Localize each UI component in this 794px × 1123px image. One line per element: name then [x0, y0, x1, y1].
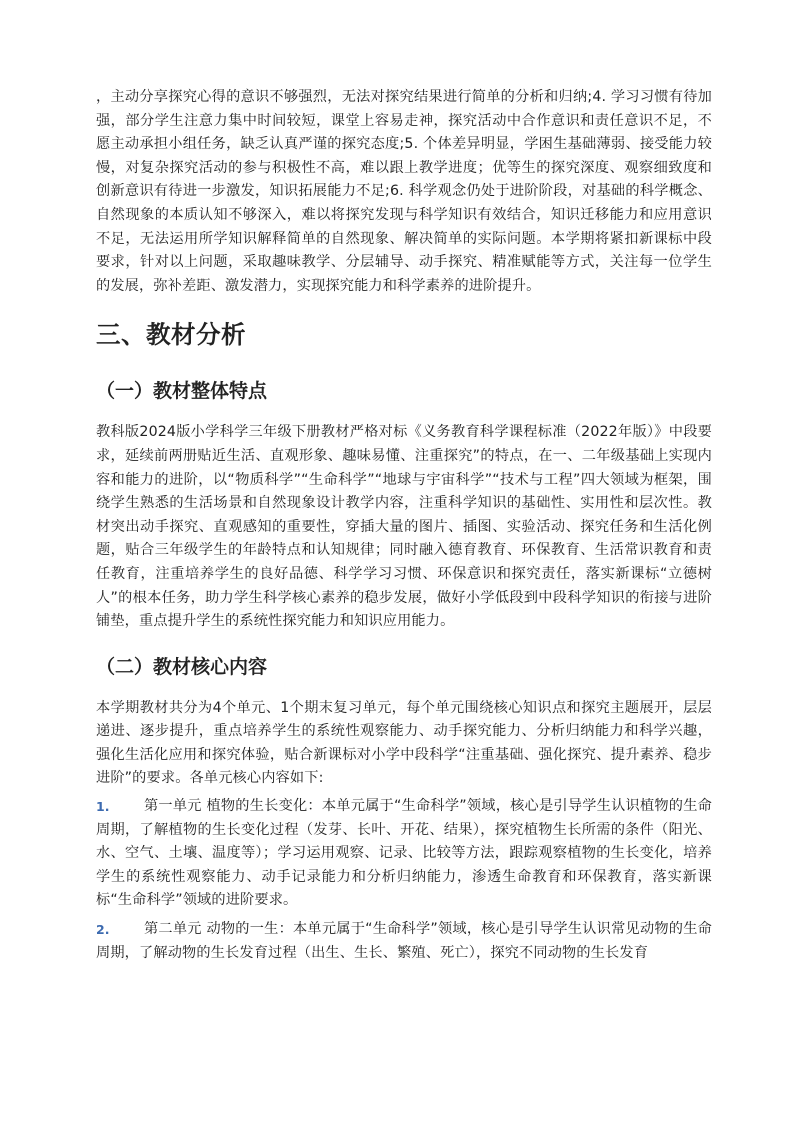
list-item-text: 第二单元 动物的一生：本单元属于“生命科学”领域，核心是引导学生认识常见动物的生命周期，了解动物的生长发育过程（出生、生长、繁殖、死亡），探究不同动物的生长发育: [96, 921, 712, 961]
subsection-heading-overall-features: （一）教材整体特点: [96, 380, 268, 403]
list-item: [96, 795, 712, 913]
subsection-heading-core-content: （二）教材核心内容: [96, 655, 268, 678]
list-number: 1.: [96, 799, 110, 815]
list-item: [96, 918, 712, 965]
list-number: 2.: [96, 922, 110, 938]
core-content-paragraph: 本学期教材共分为4个单元、1个期末复习单元，每个单元围绕核心知识点和探究主题展开，层层递进、逐步提升，重点培养学生的系统性观察能力、动手探究能力、分析归纳能力和科学兴趣，强化生活化应用和探究体验，贴合新课标对小学中段科学“注重基础、强化探究、提升素养、稳步进阶”的要求。各单元核心内容如下:: [96, 699, 712, 787]
intro-paragraph: ，主动分享探究心得的意识不够强烈，无法对探究结果进行简单的分析和归纳;4. 学习习惯有待加强，部分学生注意力集中时间较短，课堂上容易走神，探究活动中合作意识和责任意识不足，不愿主动承担小组任务，缺乏认真严谨的探究态度;5. 个体差异明显，学困生基础薄弱、接受能力较慢，对复杂探究活动的参与积极性不高，难以跟上教学进度；优等生的探究深度、观察细致度和创新意识有待进一步激发，知识拓展能力不足;6. 科学观念仍处于进阶阶段，对基础的科学概念、自然现象的本质认知不够深入，难以将探究发现与科学知识有效结合，知识迁移能力和应用意识不足，无法运用所学知识解释简单的自然现象、解决简单的实际问题。本学期将紧扣新课标中段要求，针对以上问题，采取趣味教学、分层辅导、动手探究、精准赋能等方式，关注每一位学生的发展，弥补差距、激发潜力，实现探究能力和科学素养的进阶提升。: [96, 89, 712, 294]
overall-features-paragraph: 教科版2024版小学科学三年级下册教材严格对标《义务教育科学课程标准（2022年版）》中段要求，延续前两册贴近生活、直观形象、趣味易懂、注重探究”的特点，在一、二年级基础上实现内容和能力的进阶，以“物质科学”“生命科学”“地球与宇宙科学”“技术与工程”四大领域为框架，围绕学生熟悉的生活场景和自然现象设计教学内容，注重科学知识的基础性、实用性和层次性。教材突出动手探究、直观感知的重要性，穿插大量的图片、插图、实验活动、探究任务和生活化例题，贴合三年级学生的年龄特点和认知规律；同时融入德育教育、环保教育、生活常识教育和责任教育，注重培养学生的良好品德、科学学习习惯、环保意识和探究责任，落实新课标“立德树人”的根本任务，助力学生科学核心素养的稳步发展，做好小学低段到中段科学知识的衔接与进阶铺垫，重点提升学生的系统性探究能力和知识应用能力。: [96, 424, 712, 630]
section-heading-textbook-analysis: 三、教材分析: [96, 320, 246, 350]
list-item-text: 第一单元 植物的生长变化：本单元属于“生命科学”领域，核心是引导学生认识植物的生命周期，了解植物的生长变化过程（发芽、长叶、开花、结果），探究植物生长所需的条件（阳光、水、空气、土壤、温度等）；学习运用观察、记录、比较等方法，跟踪观察植物的生长变化，培养学生的系统性观察能力、动手记录能力和分析归纳能力，渗透生命教育和环保教育，落实新课标“生命科学”领域的进阶要求。: [96, 798, 712, 909]
document-page: [96, 86, 712, 965]
